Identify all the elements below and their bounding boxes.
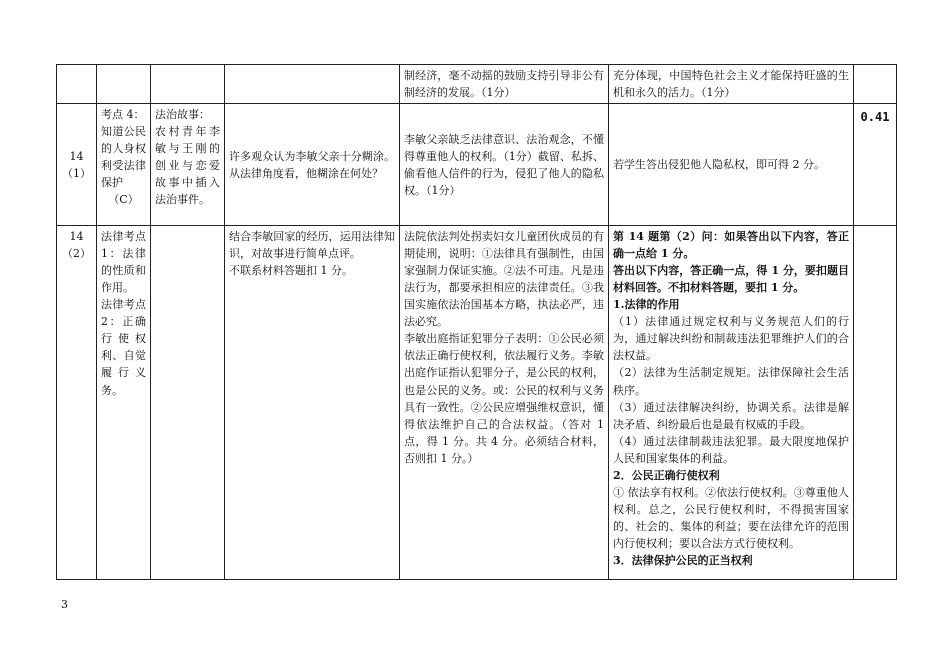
- answer-text: 李敏父亲缺乏法律意识、法治观念，不懂得尊重他人的权利。（1分）截留、私拆、偷看他人信件的行为，侵犯了他人的隐私权。（1分）: [404, 132, 604, 197]
- note-text: 若学生答出侵犯他人隐私权，即可得 2 分。: [613, 158, 825, 172]
- scoring-table: [56, 64, 897, 580]
- cell-question: [225, 104, 400, 226]
- cell-scoring-notes: [609, 226, 854, 580]
- note-text: （2）法律为生活制定规矩。法律保障社会生活秩序。: [613, 366, 849, 397]
- note-text: （1）法律通过规定权利与义务规范人们的行为，通过解决纠纷和制裁违法犯罪维护人们的合法权益。: [613, 315, 849, 363]
- note-heading: 1.法律的作用: [613, 298, 680, 312]
- cell-story: [151, 104, 225, 226]
- knowledge-point-text: 法律考点2：正确行使权利、自觉履行义务。: [101, 298, 146, 397]
- question-text: 许多观众认为李敏父亲十分糊涂。从法律角度看，他糊涂在何处？: [229, 149, 395, 180]
- knowledge-point-level: （C）: [108, 193, 139, 207]
- cell-score: [854, 226, 897, 580]
- table-row-continued: [57, 65, 897, 104]
- cell-question-number: [57, 65, 97, 104]
- answer-paragraph: 李敏出庭指证犯罪分子表明：①公民必须依法正确行使权利，依法履行义务。李敏出庭作证指认犯罪分子，是公民的权利，也是公民的义务。或：公民的权利与义务具有一致性。②公民应增强维权意识，懂得依法维护自己的合法权益。（答对 1 点，得 1 分。共 4 分。必须结合材料，否则扣 1 分。）: [404, 332, 604, 465]
- cell-question-number: [57, 226, 97, 580]
- cell-scoring-notes: [609, 65, 854, 104]
- table-row-q14-2: [57, 226, 897, 580]
- cell-story: [151, 226, 225, 580]
- story-title: 法治故事：: [155, 108, 210, 122]
- note-heading: 3．法律保护公民的正当权利: [613, 553, 753, 567]
- question-penalty-note: 不联系材料答题扣 1 分。: [229, 264, 353, 278]
- story-text: 农村青年李敏与王刚的创业与恋爱故事中插入法治事件。: [155, 125, 220, 207]
- question-number: 14: [69, 230, 84, 244]
- question-number: 14: [69, 149, 84, 163]
- difficulty-score: 0.41: [860, 110, 890, 125]
- cell-knowledge-point: [97, 104, 151, 226]
- cell-question: [225, 65, 400, 104]
- answer-paragraph: 法院依法判处拐卖妇女儿童团伙成员的有期徒刑，说明：①法律具有强制性，由国家强制力保证实施。②法不可违。凡是违法行为，都要承担相应的法律责任。③我国实施依法治国基本方略，执法必严，违法必究。: [404, 230, 604, 329]
- page-number: 3: [61, 598, 68, 611]
- cell-knowledge-point: [97, 65, 151, 104]
- question-sub-number: （1）: [62, 166, 91, 180]
- cell-question: [225, 226, 400, 580]
- question-text: 结合李敏回家的经历，运用法律知识，对故事进行简单点评。: [229, 230, 395, 261]
- knowledge-point-text: 知道公民的人身权利受法律保护: [101, 125, 146, 190]
- note-text: （4）通过法律制裁违法犯罪。最大限度地保护人民和国家集体的利益。: [613, 434, 849, 465]
- note-text: 答出以下内容，答正确一点，得 1 分，要扣题目材料回答。不扣材料答题，要扣 1 分。: [613, 264, 849, 295]
- cell-answer: [400, 65, 609, 104]
- knowledge-point-title: 考点 4：: [101, 108, 145, 122]
- table-row-q14-1: [57, 104, 897, 226]
- cell-story: [151, 65, 225, 104]
- knowledge-point-text: 法律考点1：法律的性质和作用。: [101, 230, 146, 295]
- question-sub-number: （2）: [62, 247, 91, 261]
- cell-score: [854, 104, 897, 226]
- cell-knowledge-point: [97, 226, 151, 580]
- cell-question-number: [57, 104, 97, 226]
- note-text: 第 14 题第（2）问：如果答出以下内容，答正确一点给 1 分。: [613, 230, 849, 261]
- cell-answer: [400, 226, 609, 580]
- cell-score: [854, 65, 897, 104]
- note-text: ① 依法享有权利。②依法行使权利。③尊重他人权利。总之，公民行使权利时，不得损害国家的、社会的、集体的利益；要在法律允许的范围内行使权利；要以合法方式行使权利。: [613, 485, 849, 550]
- cell-scoring-notes: [609, 104, 854, 226]
- note-heading: 2．公民正确行使权利: [613, 468, 720, 482]
- cell-answer: [400, 104, 609, 226]
- note-text: 充分体现，中国特色社会主义才能保持旺盛的生机和永久的活力。（1分）: [613, 69, 849, 100]
- note-text: （3）通过法律解决纠纷，协调关系。法律是解决矛盾、纠纷最后也是最有权威的手段。: [613, 400, 849, 431]
- answer-text: 制经济，毫不动摇的鼓励支持引导非公有制经济的发展。（1分）: [404, 69, 604, 100]
